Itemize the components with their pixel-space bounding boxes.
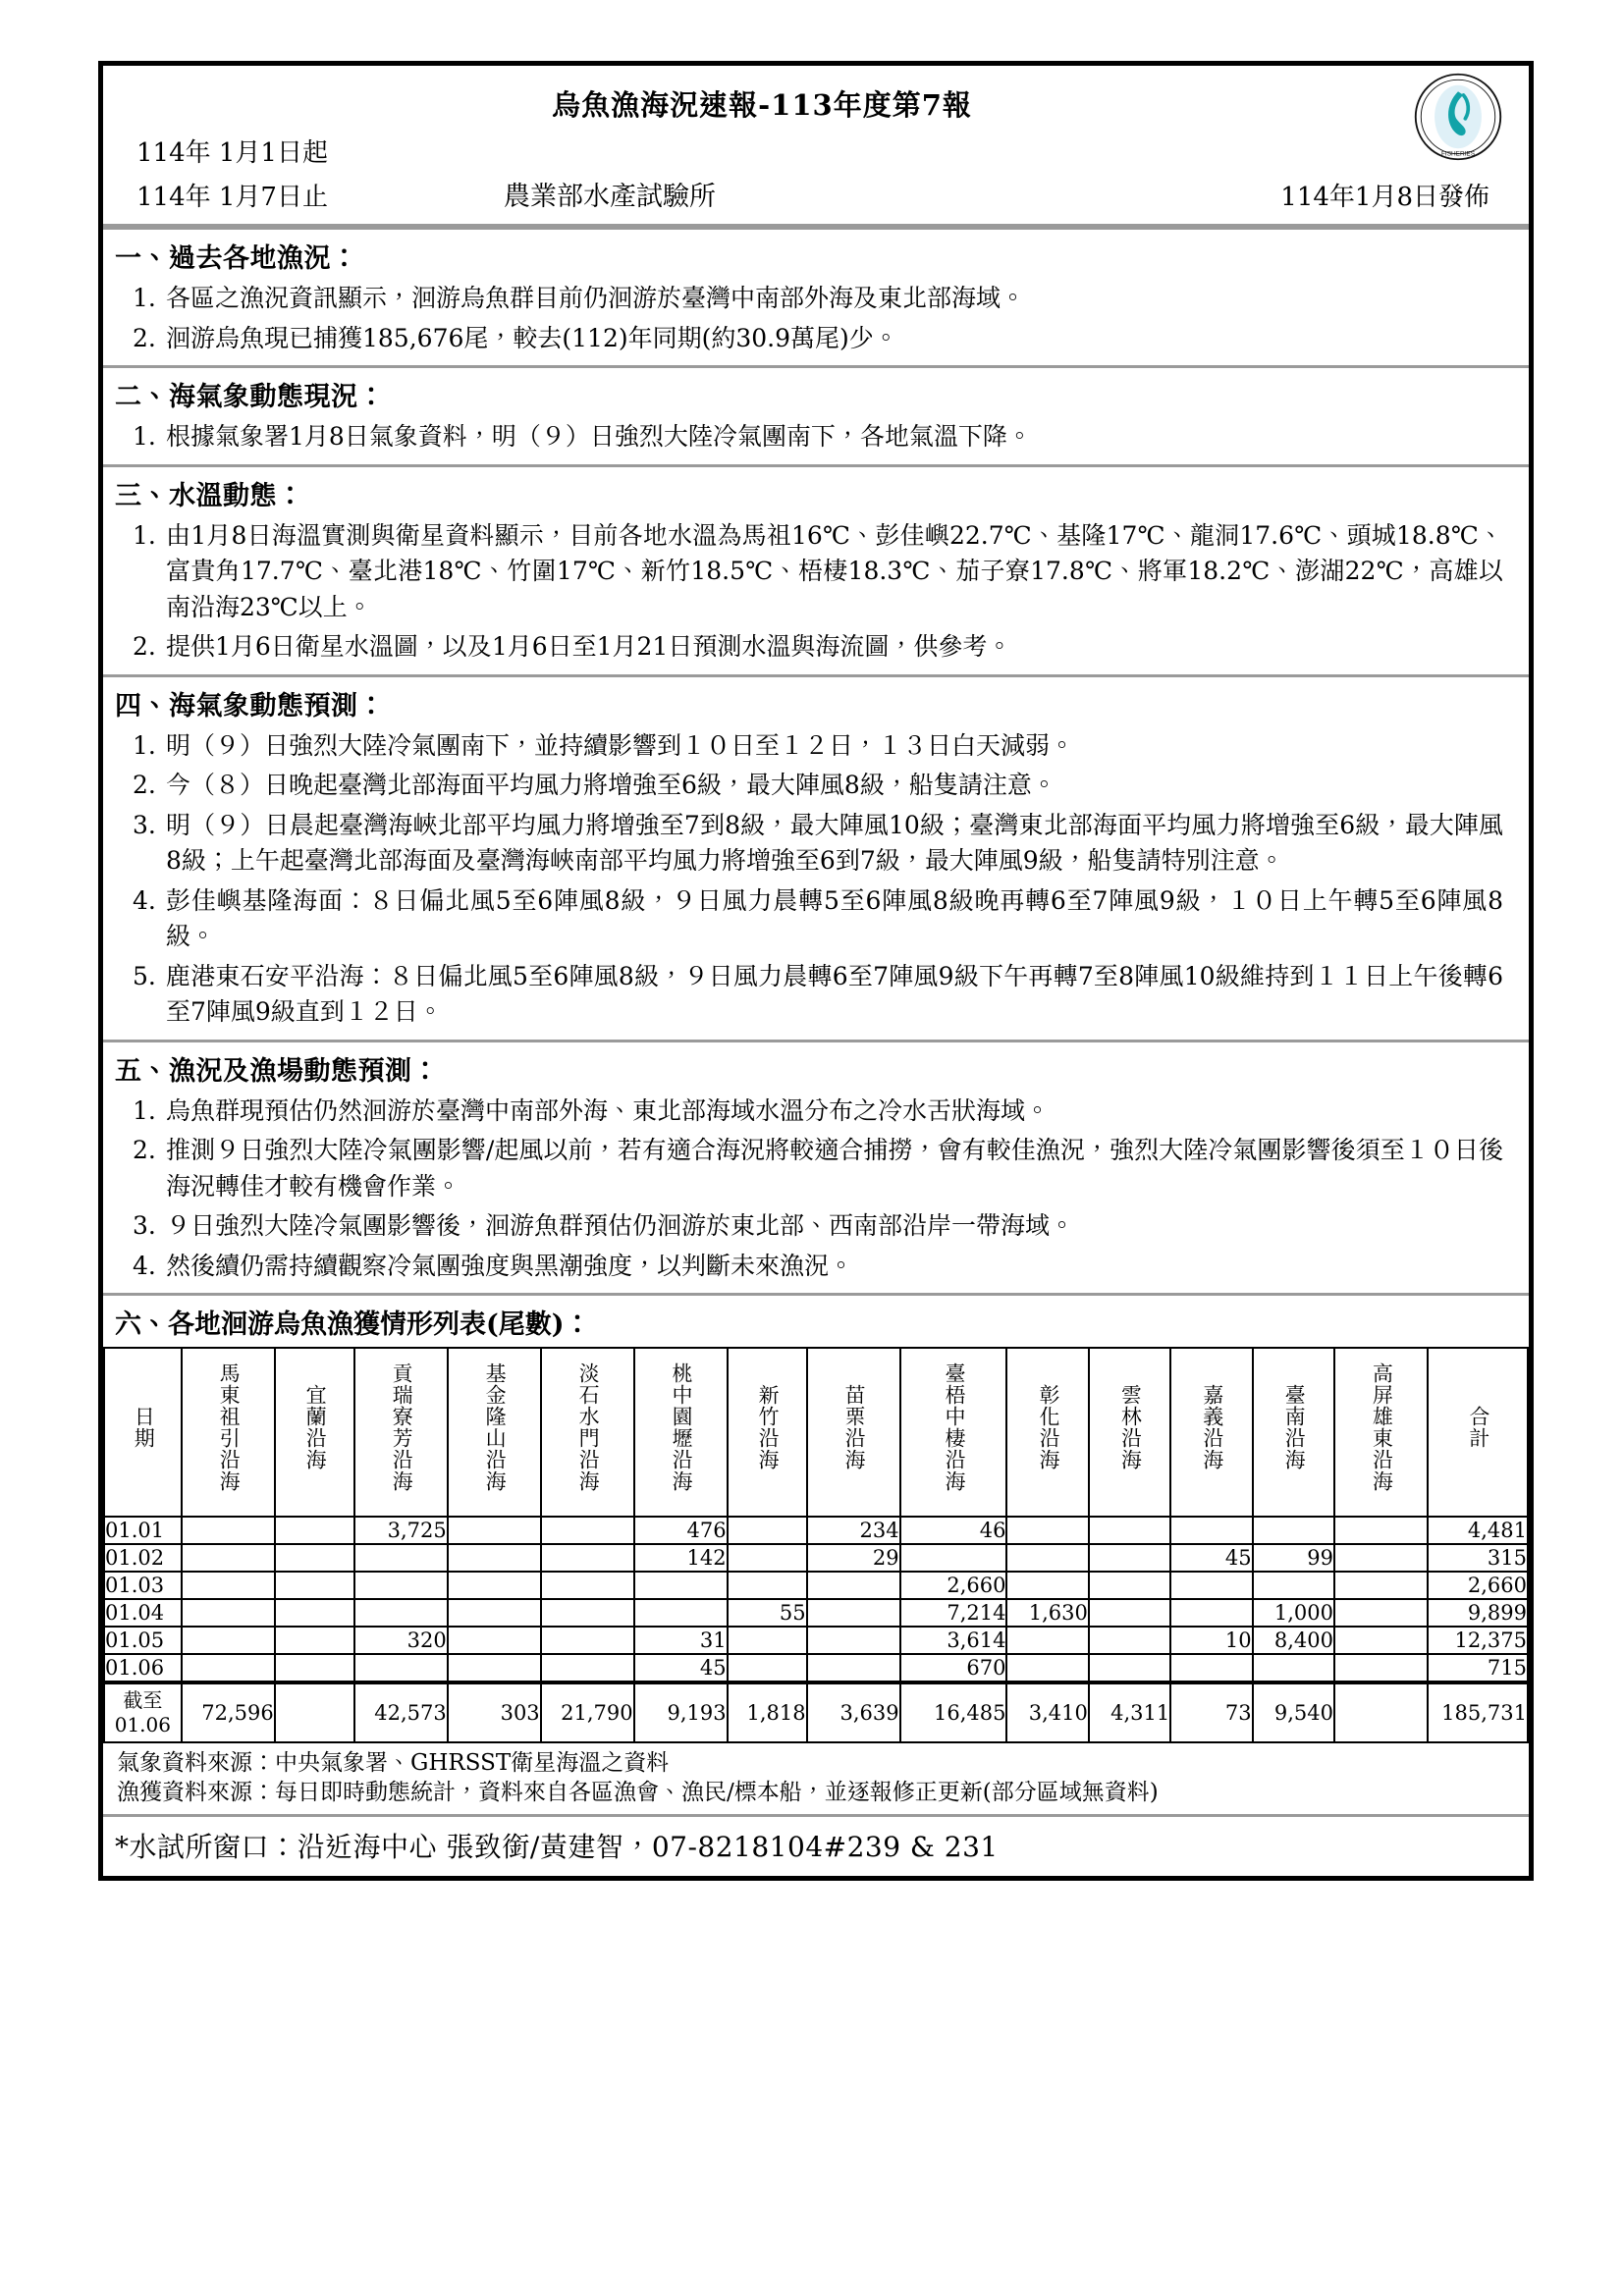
item-number: 1.: [133, 422, 156, 451]
cell: [634, 1572, 728, 1599]
report-header: [103, 66, 1529, 227]
col-header-text: 彰化沿海: [1037, 1384, 1061, 1470]
section-title: 一、過去各地漁況：: [115, 243, 358, 274]
cell: [1089, 1654, 1170, 1682]
cell: [1089, 1517, 1170, 1544]
cell: [275, 1599, 354, 1627]
cell: [1334, 1544, 1428, 1572]
item-number: 2.: [133, 632, 156, 661]
cell: [1253, 1517, 1334, 1544]
cell: [807, 1654, 900, 1682]
table-row: [104, 1654, 1528, 1682]
table-row: [104, 1627, 1528, 1654]
report-frame: [98, 61, 1534, 1881]
cell: 46: [900, 1517, 1007, 1544]
cell-total: 9,899: [1428, 1599, 1528, 1627]
cell: 8,400: [1253, 1627, 1334, 1654]
cell: [1334, 1517, 1428, 1544]
cell: 72,596: [182, 1682, 275, 1742]
list-item: [103, 727, 1529, 768]
cell: 303: [448, 1682, 541, 1742]
cell: [1170, 1599, 1252, 1627]
row-date: 01.03: [104, 1572, 182, 1599]
section-water-temperature: [103, 464, 1529, 674]
list-item: [103, 280, 1529, 320]
table-row: [104, 1599, 1528, 1627]
list-item: [103, 882, 1529, 958]
row-date: 01.05: [104, 1627, 182, 1654]
cell: [1170, 1654, 1252, 1682]
header-row-to: [121, 172, 1511, 216]
col-header-text: 基金隆山沿海: [483, 1362, 508, 1492]
cell: [448, 1572, 541, 1599]
col-header-changhua: [1006, 1348, 1088, 1517]
cell: 670: [900, 1654, 1007, 1682]
col-header-text: 宜蘭沿海: [303, 1384, 328, 1470]
item-text: 鹿港東石安平沿海：８日偏北風5至6陣風8級，９日風力晨轉6至7陣風9級下午再轉7至8陣風10級維持到１１日上午後轉6至7陣風9級直到１２日。: [166, 961, 1503, 1026]
cell: [1253, 1572, 1334, 1599]
cell: [354, 1572, 448, 1599]
list-item: [103, 418, 1529, 458]
cell: [1334, 1627, 1428, 1654]
list-item: [103, 767, 1529, 807]
cell: [182, 1572, 275, 1599]
cell: [1089, 1572, 1170, 1599]
cell: 16,485: [900, 1682, 1007, 1742]
table-row: [104, 1517, 1528, 1544]
col-header-text: 臺梧中棲沿海: [942, 1362, 966, 1492]
cell: [541, 1654, 634, 1682]
cell: [1253, 1654, 1334, 1682]
cell: [182, 1517, 275, 1544]
cell-total: 2,660: [1428, 1572, 1528, 1599]
cell: 42,573: [354, 1682, 448, 1742]
cell: [182, 1627, 275, 1654]
col-header-matsu-dongyin: [182, 1348, 275, 1517]
section-title: 五、漁況及漁場動態預測：: [115, 1055, 439, 1087]
cell-grand-total: 185,731: [1428, 1682, 1528, 1742]
cell: [448, 1627, 541, 1654]
section-catch-table: [103, 1293, 1529, 1814]
table-total-row: [104, 1682, 1528, 1742]
cell: [1334, 1572, 1428, 1599]
list-item: [103, 517, 1529, 629]
item-text: 各區之漁況資訊顯示，洄游烏魚群目前仍洄游於臺灣中南部外海及東北部海域。: [166, 284, 1026, 312]
contact-line: *水試所窗口：沿近海中心 張致銜/黃建智，07-8218104#239 & 231: [103, 1814, 1529, 1876]
cell: 476: [634, 1517, 728, 1544]
cell: 9,193: [634, 1682, 728, 1742]
item-number: 1.: [133, 284, 156, 312]
section-items: [103, 517, 1529, 674]
list-item: [103, 628, 1529, 668]
cell: 7,214: [900, 1599, 1007, 1627]
cell-total: 12,375: [1428, 1627, 1528, 1654]
svg-text:FISHERIES: FISHERIES: [1441, 150, 1475, 158]
col-header-gongliao-ruifang: [354, 1348, 448, 1517]
col-header-taichung-wuqi: [900, 1348, 1007, 1517]
col-header-tainan: [1253, 1348, 1334, 1517]
item-text: ９日強烈大陸冷氣團影響後，洄游魚群預估仍洄游於東北部、西南部沿岸一帶海域。: [166, 1211, 1075, 1240]
section-title: 三、水溫動態：: [115, 480, 304, 511]
list-item: [103, 1132, 1529, 1207]
cell: [728, 1627, 807, 1654]
list-item: [103, 807, 1529, 882]
cell: [1089, 1544, 1170, 1572]
cell: [275, 1517, 354, 1544]
item-text: 由1月8日海溫實測與衛星資料顯示，目前各地水溫為馬祖16℃、彭佳嶼22.7℃、基隆17℃、龍洞17.6℃、頭城18.8℃、富貴角17.7℃、臺北港18℃、竹圍17℃、新竹18.5℃、梧棲18.3℃、茄子寮17.8℃、將軍18.2℃、澎湖22℃，高雄以南沿海23℃以上。: [166, 520, 1503, 621]
cell: [541, 1544, 634, 1572]
item-number: 4.: [133, 885, 156, 915]
cell: [728, 1654, 807, 1682]
cell: [541, 1517, 634, 1544]
cell: [182, 1654, 275, 1682]
cell: 45: [1170, 1544, 1252, 1572]
cell: [1089, 1599, 1170, 1627]
header-date-rows: [121, 130, 1511, 216]
cell: [1006, 1572, 1088, 1599]
cell: 3,410: [1006, 1682, 1088, 1742]
section-title: 四、海氣象動態預測：: [115, 690, 385, 721]
list-item: [103, 958, 1529, 1034]
cell: 4,311: [1089, 1682, 1170, 1742]
section-past-fishing: [103, 227, 1529, 365]
cell: 1,000: [1253, 1599, 1334, 1627]
cell: 2,660: [900, 1572, 1007, 1599]
col-header-text: 馬東祖引沿海: [217, 1362, 242, 1492]
table-row: [104, 1544, 1528, 1572]
item-number: 5.: [133, 961, 156, 990]
cell: 142: [634, 1544, 728, 1572]
total-label-line1: 截至: [123, 1688, 163, 1712]
item-text: 今（８）日晚起臺灣北部海面平均風力將增強至6級，最大陣風8級，船隻請注意。: [166, 771, 1056, 799]
item-text: 根據氣象署1月8日氣象資料，明（９）日強烈大陸冷氣團南下，各地氣溫下降。: [166, 422, 1032, 451]
report-title: 烏魚漁海況速報-113年度第7報: [552, 88, 972, 122]
item-text: 明（９）日強烈大陸冷氣團南下，並持續影響到１０日至１２日，１３日白天減弱。: [166, 730, 1075, 760]
total-label-line2: 01.06: [114, 1713, 171, 1736]
cell: [807, 1627, 900, 1654]
table-row: [104, 1572, 1528, 1599]
cell: [541, 1572, 634, 1599]
item-number: 2.: [133, 1136, 156, 1164]
cell: [448, 1517, 541, 1544]
col-header-text: 淡石水門沿海: [576, 1362, 601, 1492]
section-fishing-forecast: [103, 1040, 1529, 1294]
list-item: [103, 1093, 1529, 1133]
cell: 29: [807, 1544, 900, 1572]
cell: 320: [354, 1627, 448, 1654]
cell: [1006, 1517, 1088, 1544]
source-weather: 氣象資料來源：中央氣象署、GHRSST衛星海溫之資料: [117, 1750, 670, 1776]
item-text: 推測９日強烈大陸冷氣團影響/起風以前，若有適合海況將較適合捕撈，會有較佳漁況，強烈大陸冷氣團影響後須至１０日後海況轉佳才較有機會作業。: [166, 1136, 1503, 1201]
cell: [448, 1599, 541, 1627]
cell: [807, 1599, 900, 1627]
data-sources: [103, 1743, 1529, 1814]
item-text: 洄游烏魚現已捕獲185,676尾，較去(112)年同期(約30.9萬尾)少。: [166, 323, 898, 352]
col-header-miaoli: [807, 1348, 900, 1517]
cell: [354, 1599, 448, 1627]
cell: 31: [634, 1627, 728, 1654]
cell: 9,540: [1253, 1682, 1334, 1742]
item-number: 1.: [133, 520, 156, 550]
item-number: 3.: [133, 810, 156, 839]
col-header-date: [104, 1348, 182, 1517]
col-header-yilan: [275, 1348, 354, 1517]
cell: [541, 1599, 634, 1627]
cell: [182, 1599, 275, 1627]
cell: [448, 1654, 541, 1682]
col-header-text: 桃中園壢沿海: [670, 1362, 694, 1492]
col-header-text: 高屏雄東沿海: [1370, 1362, 1394, 1492]
cell: [728, 1572, 807, 1599]
cell: [900, 1544, 1007, 1572]
cell: [728, 1517, 807, 1544]
section-weather-forecast: [103, 674, 1529, 1040]
cell: [1006, 1544, 1088, 1572]
cell: [1334, 1682, 1428, 1742]
table-title: 六、各地洄游烏魚漁獲情形列表(尾數)：: [115, 1309, 591, 1340]
period-start-date: 114年 1月1日起: [136, 138, 328, 168]
cell: [448, 1544, 541, 1572]
col-header-text: 臺南沿海: [1282, 1384, 1307, 1470]
col-header-text: 新竹沿海: [756, 1384, 781, 1470]
catch-table: [103, 1347, 1529, 1743]
cell: [275, 1572, 354, 1599]
col-header-yunlin: [1089, 1348, 1170, 1517]
item-number: 4.: [133, 1251, 156, 1280]
cell: [1170, 1572, 1252, 1599]
cell: [634, 1599, 728, 1627]
cell: [275, 1654, 354, 1682]
cell: [275, 1544, 354, 1572]
cell: [275, 1682, 354, 1742]
section-items: [103, 727, 1529, 1040]
period-end-date: 114年 1月7日止: [136, 183, 328, 212]
cell: 3,639: [807, 1682, 900, 1742]
item-text: 然後續仍需持續觀察冷氣團強度與黑潮強度，以判斷未來漁況。: [166, 1251, 854, 1280]
publish-date: 114年1月8日發佈: [1280, 183, 1489, 212]
item-text: 彭佳嶼基隆海面：８日偏北風5至6陣風8級，９日風力晨轉5至6陣風8級晚再轉6至7陣風9級，１０日上午轉5至6陣風8級。: [166, 885, 1503, 950]
cell: 234: [807, 1517, 900, 1544]
row-date: 01.06: [104, 1654, 182, 1682]
item-number: 2.: [133, 323, 156, 352]
header-row-from: [121, 130, 1511, 172]
cell: [1334, 1599, 1428, 1627]
cell: 73: [1170, 1682, 1252, 1742]
list-item: [103, 320, 1529, 360]
cell: 3,725: [354, 1517, 448, 1544]
list-item: [103, 1248, 1529, 1288]
cell: 99: [1253, 1544, 1334, 1572]
total-row-label: [104, 1682, 182, 1742]
item-text: 提供1月6日衛星水溫圖，以及1月6日至1月21日預測水溫與海流圖，供參考。: [166, 632, 1012, 661]
item-number: 2.: [133, 771, 156, 799]
item-text: 烏魚群現預估仍然洄游於臺灣中南部外海、東北部海域水溫分布之冷水舌狀海域。: [166, 1095, 1051, 1125]
cell: 3,614: [900, 1627, 1007, 1654]
cell: [1170, 1517, 1252, 1544]
col-header-tamsui-shimen: [541, 1348, 634, 1517]
cell-total: 715: [1428, 1654, 1528, 1682]
col-header-text: 日期: [132, 1406, 156, 1449]
col-header-text: 苗栗沿海: [842, 1384, 867, 1470]
fisheries-research-institute-logo: [1413, 72, 1503, 162]
cell: [728, 1544, 807, 1572]
item-number: 1.: [133, 1095, 156, 1125]
col-header-total: [1428, 1348, 1528, 1517]
table-header-row: [104, 1348, 1528, 1517]
cell: 55: [728, 1599, 807, 1627]
cell: 21,790: [541, 1682, 634, 1742]
cell: [807, 1572, 900, 1599]
source-catch: 漁獲資料來源：每日即時動態統計，資料來自各區漁會、漁民/標本船，並逐報修正更新(部分區域無資料): [117, 1780, 1159, 1806]
section-items: [103, 280, 1529, 365]
cell: 10: [1170, 1627, 1252, 1654]
col-header-text: 合計: [1466, 1406, 1490, 1449]
cell: 45: [634, 1654, 728, 1682]
cell: 1,630: [1006, 1599, 1088, 1627]
col-header-taoyuan-zhongli: [634, 1348, 728, 1517]
col-header-hsinchu: [728, 1348, 807, 1517]
col-header-keelung-jinshan: [448, 1348, 541, 1517]
cell: [354, 1654, 448, 1682]
cell-total: 315: [1428, 1544, 1528, 1572]
item-number: 3.: [133, 1211, 156, 1240]
col-header-text: 貢瑞寮芳沿海: [390, 1362, 414, 1492]
col-header-kaohsiung-pingtung: [1334, 1348, 1428, 1517]
cell: [275, 1627, 354, 1654]
row-date: 01.04: [104, 1599, 182, 1627]
section-items: [103, 1093, 1529, 1294]
cell: [1334, 1654, 1428, 1682]
cell: [354, 1544, 448, 1572]
cell: [541, 1627, 634, 1654]
cell: [1006, 1627, 1088, 1654]
issuing-agency: 農業部水產試驗所: [504, 182, 716, 212]
row-date: 01.01: [104, 1517, 182, 1544]
section-title: 二、海氣象動態現況：: [115, 382, 385, 412]
col-header-chiayi: [1170, 1348, 1252, 1517]
section-weather-current: [103, 365, 1529, 464]
section-items: [103, 418, 1529, 464]
list-item: [103, 1207, 1529, 1248]
item-number: 1.: [133, 730, 156, 760]
item-text: 明（９）日晨起臺灣海峽北部平均風力將增強至7到8級，最大陣風10級；臺灣東北部海面平均風力將增強至6級，最大陣風8級；上午起臺灣北部海面及臺灣海峽南部平均風力將增強至6到7級，最大陣風9級，船隻請特別注意。: [166, 810, 1503, 875]
cell: [182, 1544, 275, 1572]
cell: [1089, 1627, 1170, 1654]
cell-total: 4,481: [1428, 1517, 1528, 1544]
cell: [1006, 1654, 1088, 1682]
row-date: 01.02: [104, 1544, 182, 1572]
col-header-text: 嘉義沿海: [1200, 1384, 1224, 1470]
col-header-text: 雲林沿海: [1118, 1384, 1143, 1470]
cell: 1,818: [728, 1682, 807, 1742]
